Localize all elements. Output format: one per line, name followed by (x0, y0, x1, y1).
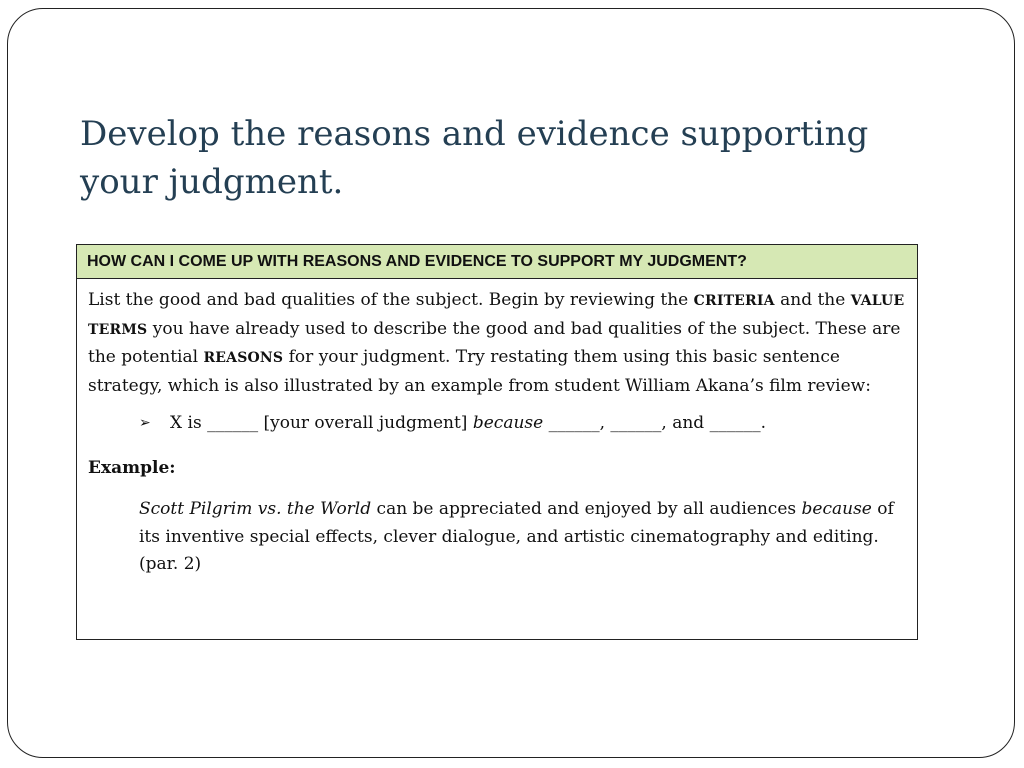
sentence-strategy-bullet (139, 410, 905, 437)
bullet-text-post: ______, ______, and ______. (543, 413, 766, 433)
info-box-body (77, 279, 917, 579)
example-text-mid: can be appreciated and enjoyed by all audiences (371, 499, 802, 519)
info-box-header: HOW CAN I COME UP WITH REASONS AND EVIDENCE TO SUPPORT MY JUDGMENT? (77, 245, 917, 279)
bullet-text (170, 410, 766, 437)
example-text (139, 496, 905, 579)
term-value-terms: VALUE TERMS (88, 293, 905, 338)
intro-text-1: List the good and bad qualities of the subject. Begin by reviewing the (88, 290, 694, 310)
intro-paragraph (88, 287, 905, 400)
bullet-text-pre: X is ______ [your overall judgment] (170, 413, 473, 433)
slide-title: Develop the reasons and evidence supporting your judgment. (80, 114, 869, 202)
bullet-because: because (472, 413, 544, 433)
term-reasons: REASONS (203, 350, 284, 366)
example-because: because (801, 499, 872, 519)
term-criteria: CRITERIA (693, 293, 775, 309)
example-text-rest: of its inventive special effects, clever dialogue, and artistic cinematography and editing. (par. 2) (139, 499, 894, 574)
intro-text-3: you have already used to describe the good and bad qualities of the subject. These are the potential (88, 318, 901, 367)
intro-text-4: for your judgment. Try restating them using this basic sentence strategy, which is also illustrated by an example from student William Akana’s film review: (88, 347, 871, 396)
example-film-title: Scott Pilgrim vs. the World (139, 499, 372, 519)
arrow-bullet-icon: ➢ (139, 415, 151, 431)
intro-text-2: and the (774, 290, 851, 310)
info-box (76, 244, 918, 640)
example-label: Example: (88, 458, 176, 478)
